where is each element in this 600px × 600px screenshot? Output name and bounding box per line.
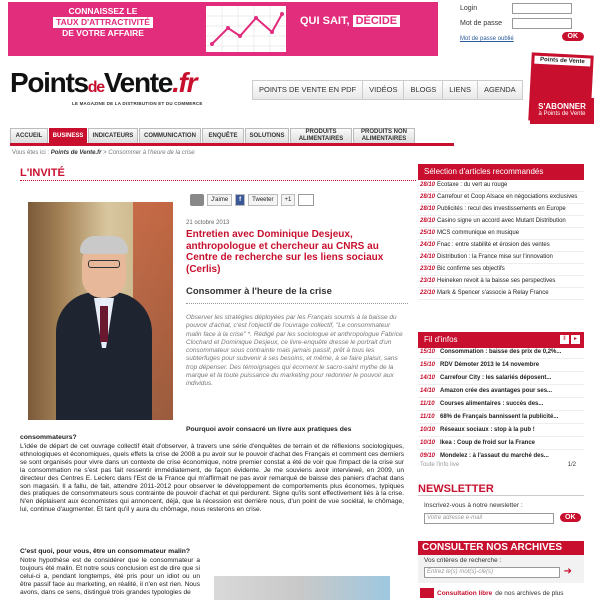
- ad-left-text: [43, 6, 163, 39]
- topnav-pdf[interactable]: POINTS DE VENTE EN PDF: [253, 81, 363, 99]
- magazine-logo: Points de Vente: [534, 56, 590, 67]
- login-ok-button[interactable]: OK: [562, 32, 585, 41]
- item-text: Distribution : la France mise sur l'innovation: [437, 254, 553, 260]
- list-item[interactable]: [418, 228, 584, 240]
- item-text: Carrefour et Coop Alsace en négociations exclusives: [437, 194, 578, 200]
- logo-tagline: LE MAGAZINE DE LA DISTRIBUTION ET DU COMMERCE: [72, 101, 203, 106]
- list-item[interactable]: [418, 240, 584, 252]
- item-date: 28/10: [420, 218, 436, 224]
- topnav-liens[interactable]: LIENS: [443, 81, 478, 99]
- logo-fr: .fr: [172, 67, 197, 98]
- article-chapo: Observer les stratégies déployées par les Français soumis à la baisse du pouvoir d'achat, c'est l'objectif de l'ouvrage collectif, "Le consommateur malin face à la crise" *. Rédigé par les sociologue et anthropologue Fabrice Clochard et Dominique Desjeux, ce livre-enquête dresse le portrait d'un consommateur sous contrainte mais jamais passif, prêt à tous les subterfuges pour subvenir à ses besoins, et même, à se faire plaisir, sans trop dépenser. Des témoignages qui écornent le sacro-saint mythe de la marque et la toute puissance du marketing pour redonner le pouvoir aux individus.: [186, 314, 403, 388]
- item-text: Ecotaxe : du vert au rouge: [437, 182, 508, 188]
- like-label: J'aime: [211, 197, 229, 203]
- topnav-blogs[interactable]: BLOGS: [404, 81, 443, 99]
- item-date: 24/10: [420, 254, 436, 260]
- top-banner-ad[interactable]: [8, 2, 438, 56]
- archives-text: Vos critères de recherche :: [424, 557, 502, 564]
- forgot-password-link[interactable]: Mot de passe oublié: [460, 36, 514, 42]
- nav-business[interactable]: BUSINESS: [49, 128, 87, 143]
- item-date: 22/10: [420, 290, 436, 296]
- subscribe-subtitle: à Points de Vente: [538, 111, 586, 117]
- fil-infos-list: [418, 346, 584, 458]
- list-item[interactable]: [418, 372, 584, 385]
- list-item[interactable]: [418, 216, 584, 228]
- article-subtitle: Consommer à l'heure de la crise: [186, 286, 408, 304]
- item-text: Consommation : baisse des prix de 0,2%...: [440, 348, 562, 355]
- item-text: Heineken revoit à la baisse ses perspectives: [437, 278, 556, 284]
- breadcrumb-current: Consommer à l'heure de la crise: [108, 150, 195, 156]
- search-arrow-icon[interactable]: ➜: [563, 566, 572, 577]
- ad-line-2: TAUX D'ATTRACTIVITÉ: [53, 17, 153, 28]
- print-icon[interactable]: [190, 194, 204, 206]
- gplus-button[interactable]: +1: [281, 194, 296, 206]
- breadcrumb-home[interactable]: Points de Vente.fr: [50, 150, 102, 156]
- answer-1: L'idée de départ de cet ouvrage collectif était d'observer, à travers une série d'enquêtes de terrain et de réflexions sociologiques, ethnologiques et économiques, quels effets la crise de 2008 a pu avoir sur le pouvoir d'achat des Français et comment ces derniers se sont organisés pour vivre dans un contexte de crise économique, notre premier constat a été de voir que l'impact de la crise sur la consommation ne s'est pas fait ressentir immédiatement, de façon évidente. Je me souviens avoir interviewé, en 2009, un directeur des Centres E. Leclerc dans l'Est de la France qui m'affirmait ne pas avoir remarqué de baisse des paniers d'achat dans son magasin. Il a fallu, de fait, attendre 2011-2012 pour observer le développement de comportements plus économes, typiques des pratiques de consommateurs sous contrainte de pouvoir d'achat et qui perdurent. Signe qu'ils sont effectivement liés à la crise. N'en déplaisent aux économistes qui annoncent, déjà, que la récession est derrière nous, d'un point de vue sociétal, le chômage, lui, continue d'augmenter. Et tant qu'il y aura du chômage, nous resterons en crise.: [20, 443, 404, 514]
- topnav-videos[interactable]: VIDÉOS: [363, 81, 404, 99]
- item-date: 28/10: [420, 182, 436, 188]
- item-date: 14/10: [420, 387, 436, 394]
- inset-image: [214, 576, 390, 600]
- nav-indicateurs[interactable]: INDICATEURS: [88, 128, 138, 143]
- question-2: C'est quoi, pour vous, être un consommateur malin?: [20, 548, 191, 555]
- nav-accueil[interactable]: ACCUEIL: [10, 128, 48, 143]
- consult-bold: Consultation libre: [437, 589, 493, 597]
- logo-vente: Vente: [103, 67, 173, 98]
- list-item[interactable]: [418, 424, 584, 437]
- archives-consult[interactable]: [420, 588, 564, 598]
- pause-icon[interactable]: ‖: [560, 335, 569, 344]
- item-text: Publicités : recul des investissements en Europe: [437, 206, 566, 212]
- item-text: Réseaux sociaux : stop à la pub !: [440, 426, 535, 433]
- list-item[interactable]: [418, 192, 584, 204]
- ad-line-1: CONNAISSEZ LE: [68, 6, 138, 16]
- next-icon[interactable]: ▸: [571, 335, 580, 344]
- item-text: Mondelez : à l'assaut du marché des...: [440, 452, 549, 458]
- item-date: 23/10: [420, 278, 436, 284]
- section-title: [20, 167, 416, 181]
- newsletter-ok-button[interactable]: OK: [560, 513, 581, 522]
- list-item[interactable]: [418, 450, 584, 458]
- ad-right-1: QUI SAIT,: [300, 15, 350, 27]
- list-item[interactable]: [418, 398, 584, 411]
- selection-list: [418, 180, 584, 300]
- question-1-continued: consommateurs?: [20, 434, 77, 441]
- nav-communication[interactable]: COMMUNICATION: [139, 128, 201, 143]
- newsletter-email-input[interactable]: Votre adresse e-mail: [424, 513, 554, 524]
- breadcrumb: [12, 150, 195, 156]
- fil-infos-footer: [420, 462, 582, 468]
- item-date: 10/10: [420, 439, 436, 446]
- nav-produits-non-alimentaires[interactable]: PRODUITS NON ALIMENTAIRES: [353, 128, 415, 143]
- item-date: 11/10: [420, 400, 435, 407]
- nav-enquete[interactable]: ENQUÊTE: [202, 128, 244, 143]
- list-item[interactable]: [418, 252, 584, 264]
- list-item[interactable]: [418, 264, 584, 276]
- share-bar: [190, 194, 314, 206]
- item-date: 14/10: [420, 374, 436, 381]
- selection-header: Sélection d'articles recommandés: [418, 164, 584, 180]
- question-1: Pourquoi avoir consacré un livre aux pratiques des: [186, 426, 352, 433]
- ad-line-3: DE VOTRE AFFAIRE: [62, 28, 144, 38]
- breadcrumb-prefix: Vous êtes ici :: [12, 150, 50, 156]
- archive-icon: [420, 588, 434, 598]
- ad-chart-graphic: [206, 6, 286, 52]
- item-date: 23/10: [420, 266, 436, 272]
- item-text: Bic confirme ses objectifs: [437, 266, 505, 272]
- list-item[interactable]: [418, 180, 584, 192]
- item-text: MCS communique en musique: [437, 230, 520, 236]
- tweet-label: Tweeter: [252, 197, 274, 203]
- item-text: Casino signe un accord avec Mutant Distribution: [437, 218, 566, 224]
- facebook-like-button[interactable]: [207, 194, 232, 206]
- newsletter-text: Inscrivez-vous à notre newsletter :: [424, 502, 523, 509]
- logo-points: Points: [10, 67, 88, 98]
- facebook-icon[interactable]: f: [235, 194, 245, 206]
- item-date: 25/10: [420, 230, 436, 236]
- ad-right-2: DÉCIDE: [353, 15, 401, 27]
- list-item[interactable]: [418, 204, 584, 216]
- answer-2: Notre hypothèse est de considérer que le consommateur a toujours été malin. Et notre sous conclusion est de dire que si celui-ci a, pendant longtemps, été pris pour un idiot ou un être passif face au marketing, en réalité, il n'en est rien. Nous avons, dans ce sens, distingué trois grandes typologies de: [20, 557, 200, 596]
- top-nav: [252, 80, 523, 100]
- breadcrumb-separator: >: [103, 150, 107, 156]
- archives-title: CONSULTER NOS ARCHIVES: [418, 541, 584, 555]
- section-title-text: L'INVITÉ: [20, 167, 65, 179]
- item-date: 11/10: [420, 413, 435, 420]
- item-date: 10/10: [420, 426, 436, 433]
- login-label: Login: [460, 5, 478, 12]
- article-date: 21 octobre 2013: [186, 220, 230, 226]
- item-text: 68% de Français bannissent la publicité...: [440, 413, 559, 420]
- item-text: Carrefour City : les salariés déposent...: [440, 374, 552, 381]
- list-item[interactable]: [418, 411, 584, 424]
- archives-search-box: [418, 555, 584, 583]
- item-text: Courses alimentaires : succès des...: [440, 400, 544, 407]
- tweet-button[interactable]: [248, 194, 277, 206]
- subscribe-title: S'ABONNER: [538, 102, 586, 111]
- email-icon[interactable]: [298, 194, 314, 206]
- topnav-agenda[interactable]: AGENDA: [483, 85, 516, 94]
- item-text: Fnac : entre stabilité et érosion des ventes: [437, 242, 550, 248]
- nav-produits-alimentaires[interactable]: PRODUITS ALIMENTAIRES: [290, 128, 352, 143]
- fil-pagination[interactable]: 1/2: [567, 462, 576, 468]
- item-date: 24/10: [420, 242, 436, 248]
- item-date: 09/10: [420, 452, 436, 458]
- item-date: 15/10: [420, 361, 436, 368]
- site-logo[interactable]: [10, 68, 203, 108]
- fil-infos-title: Fil d'infos: [424, 335, 458, 344]
- newsletter-title: NEWSLETTER: [418, 483, 584, 496]
- list-item[interactable]: [418, 346, 584, 359]
- archives-search-input[interactable]: Entrez le(s) mot(s)-clé(s): [424, 567, 560, 578]
- list-item[interactable]: [418, 276, 584, 288]
- item-date: 15/10: [420, 348, 436, 355]
- item-date: 28/10: [420, 206, 436, 212]
- main-nav: [10, 128, 454, 146]
- consult-rest: de nos archives de plus: [495, 589, 564, 597]
- item-text: Amazon crée des avantages pour ses...: [440, 387, 553, 394]
- password-input[interactable]: [512, 18, 572, 29]
- article-headline: Entretien avec Dominique Desjeux, anthropologue et chercheur au CNRS au Centre de recherche sur les liens sociaux (Cerlis): [186, 229, 384, 275]
- list-item[interactable]: [418, 359, 584, 372]
- item-text: Ikea : Coup de froid sur la France: [440, 439, 536, 446]
- list-item[interactable]: [418, 437, 584, 450]
- password-label: Mot de passe: [460, 20, 503, 27]
- login-box: [460, 2, 584, 42]
- fil-live-link[interactable]: Toute l'info live: [420, 462, 460, 468]
- login-input[interactable]: [512, 3, 572, 14]
- article-photo: [28, 202, 173, 420]
- nav-solutions[interactable]: SOLUTIONS: [245, 128, 289, 143]
- ad-line-chart-icon: [206, 6, 286, 52]
- item-text: RDV Démoter 2013 le 14 novembre: [440, 361, 540, 368]
- subscribe-button[interactable]: [530, 98, 594, 124]
- list-item[interactable]: [418, 288, 584, 300]
- list-item[interactable]: [418, 385, 584, 398]
- ad-right-text: [300, 14, 400, 28]
- logo-de: de: [87, 79, 104, 96]
- item-date: 28/10: [420, 194, 436, 200]
- item-text: Mark & Spencer s'associe à Relay France: [437, 290, 549, 296]
